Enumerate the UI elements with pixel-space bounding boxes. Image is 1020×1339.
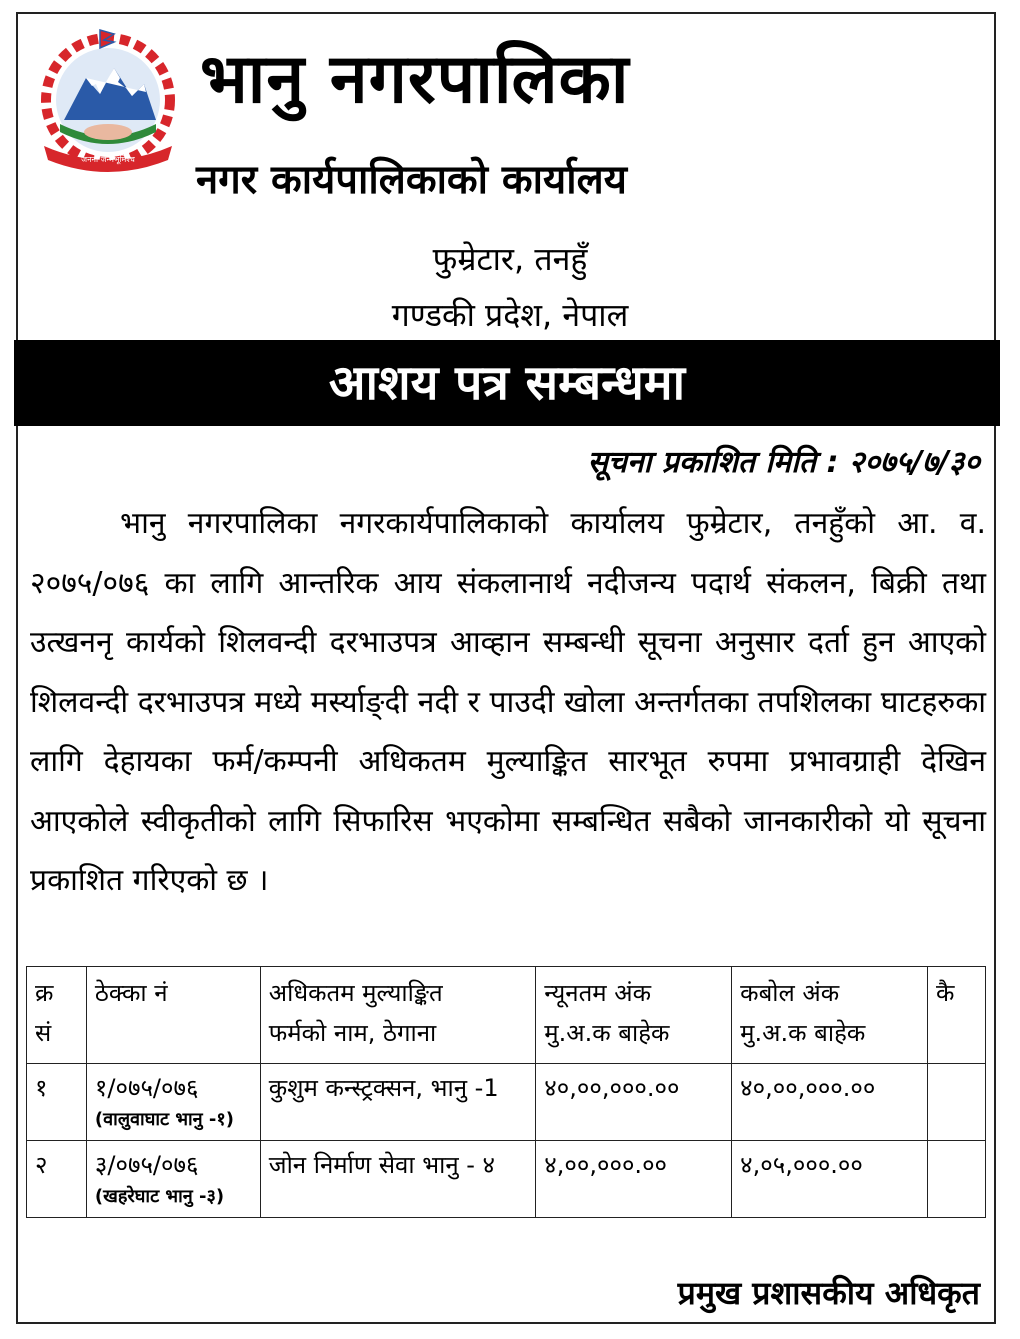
cell-contract xyxy=(86,1141,260,1218)
table-row xyxy=(27,1064,986,1141)
ghat-name: (खहरेघाट भानु -३) xyxy=(94,1186,225,1207)
cell-min-amount: ४,००,०००.०० xyxy=(536,1141,732,1218)
notice-body xyxy=(30,494,986,911)
ghat-name: (वालुवाघाट भानु -१) xyxy=(94,1109,234,1130)
office-subtitle: नगर कार्यपालिकाको कार्यालय xyxy=(196,157,627,203)
cell-firm: जोन निर्माण सेवा भानु - ४ xyxy=(260,1141,536,1218)
header-remarks: कै xyxy=(928,967,986,1064)
cell-remarks xyxy=(928,1064,986,1141)
cell-bid-amount: ४०,००,०००.०० xyxy=(732,1064,928,1141)
address-line-1: फुम्रेटार, तनहुँ xyxy=(432,240,588,278)
notice-body-text: भानु नगरपालिका नगरकार्यपालिकाको कार्यालय फुम्रेटार, तनहुँको आ. व. २०७५/०७६ का लागि आन्तरिक आय संकलानार्थ नदीजन्य पदार्थ संकलन, बिक्री तथा उत्खननृ कार्यको शिलवन्दी दरभाउपत्र आव्हान सम्बन्धी सूचना अनुसार दर्ता हुन आएको शिलवन्दी दरभाउपत्र मध्ये मर्स्याङ्दी नदी र पाउदी खोला अन्तर्गतका तपशिलका घाटहरुका लागि देहायका फर्म/कम्पनी अधिकतम मुल्याङ्कित सारभूत रुपमा प्रभावग्राही देखिन आएकोले स्वीकृतीको लागि सिफारिस भएकोमा सम्बन्धित सबैको जानकारीको यो सूचना प्रकाशित गरिएको छ । xyxy=(30,506,986,898)
table-row xyxy=(27,1141,986,1218)
bid-results-table xyxy=(26,966,986,1218)
subject-banner: आशय पत्र सम्बन्धमा xyxy=(14,340,1000,426)
nepal-emblem-icon xyxy=(34,28,182,178)
cell-min-amount: ४०,००,०००.०० xyxy=(536,1064,732,1141)
header-bid-amount: कबोल अंक मु.अ.क बाहेक xyxy=(732,967,928,1064)
cell-sn: १ xyxy=(27,1064,87,1141)
header-contract-no: ठेक्का नं xyxy=(86,967,260,1064)
table-header-row xyxy=(27,967,986,1064)
header-min-amount: न्यूनतम अंक मु.अ.क बाहेक xyxy=(536,967,732,1064)
cell-bid-amount: ४,०५,०००.०० xyxy=(732,1141,928,1218)
header-sn: क्र सं xyxy=(27,967,87,1064)
cell-firm: कुशुम कन्स्ट्रक्सन, भानु -1 xyxy=(260,1064,536,1141)
header-firm: अधिकतम मुल्याङ्कित फर्मको नाम, ठेगाना xyxy=(260,967,536,1064)
contract-number: १/०७५/०७६ xyxy=(94,1074,199,1102)
cell-remarks xyxy=(928,1141,986,1218)
cell-contract xyxy=(86,1064,260,1141)
contract-number: ३/०७५/०७६ xyxy=(94,1151,199,1179)
signatory-title: प्रमुख प्रशासकीय अधिकृत xyxy=(677,1274,980,1312)
publication-date: सूचना प्रकाशित मिति : २०७५/७/३० xyxy=(587,445,980,480)
municipality-title: भानु नगरपालिका xyxy=(200,40,630,119)
address-line-2: गण्डकी प्रदेश, नेपाल xyxy=(391,296,629,334)
svg-text:जननी जन्मभूमिश्च: जननी जन्मभूमिश्च xyxy=(81,155,135,164)
cell-sn: २ xyxy=(27,1141,87,1218)
